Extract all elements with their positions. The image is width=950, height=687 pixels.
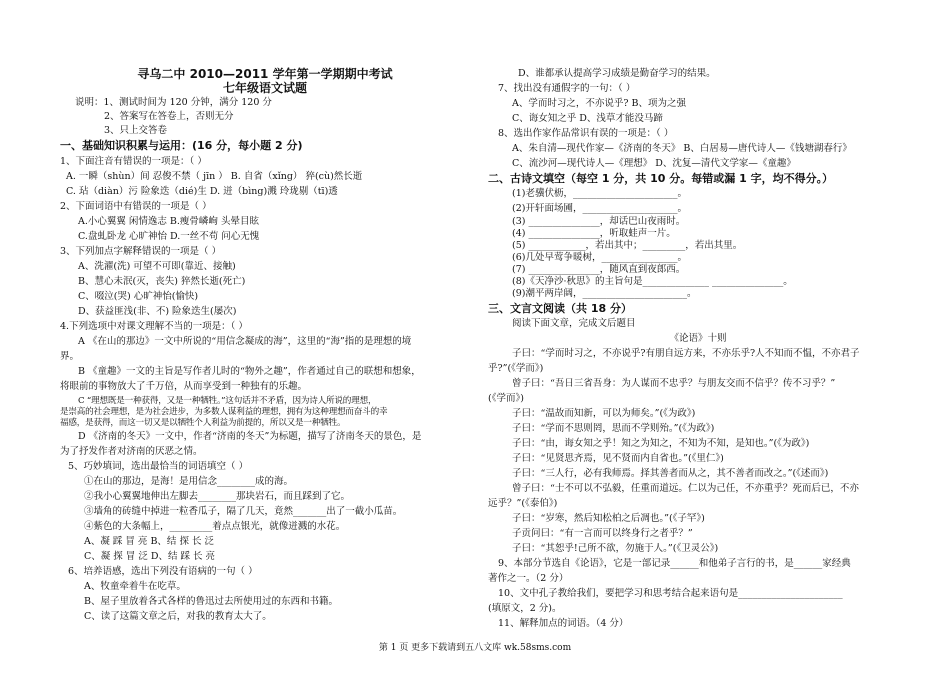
left-text-line: C、凝 探 冒 泛 D、结 踩 长 亮 xyxy=(84,551,216,562)
right-text-line: 二、古诗文填空（每空 1 分，共 10 分。每错或漏 1 字，均不得分。） xyxy=(488,172,834,185)
right-text-line: 8、选出作家作品常识有误的一项是：（ ） xyxy=(498,128,674,139)
left-text-line: 2、下面词语中有错误的一项是（ ） xyxy=(60,201,212,212)
left-text-line: 为了抒发作者对济南的厌恶之情。 xyxy=(60,446,203,457)
left-text-line: 七年级语文试题 xyxy=(222,81,307,95)
right-text-line: 子曰：“其恕乎!己所不欲，勿施于人。”(《卫灵公》) xyxy=(512,543,719,554)
right-text-line: (3) _______________，却话巴山夜雨时。 xyxy=(512,216,686,227)
left-text-line: 2、答案写在答卷上，否则无分 xyxy=(104,111,234,122)
left-text-line: A. 一瞬（shùn）间 忍俊不禁（ jīn ） B. 自省（xǐng） 猝(cù)然长逝 xyxy=(66,171,363,182)
right-text-line: 乎?”(《学而》) xyxy=(488,363,544,374)
left-text-line: 4.下列选项中对课文理解不当的一项是：（ ） xyxy=(60,321,248,332)
right-text-line: 三、文言文阅读（共 18 分） xyxy=(488,302,632,315)
right-text-line: 10、文中孔子教给我们，要把学习和思考结合起来语句是______________________ xyxy=(498,588,843,599)
right-text-line: (7) _______________，随风直到夜郎西。 xyxy=(512,264,686,275)
right-text-line: 子曰：“三人行，必有我师焉。择其善者而从之，其不善者而改之。”(《述而》) xyxy=(512,468,829,479)
right-text-line: D、谁都承认提高学习成绩是勤奋学习的结果。 xyxy=(518,68,716,79)
left-text-line: C.盘虬卧龙 心旷神怡 D.一丝不苟 问心无愧 xyxy=(78,231,260,242)
left-text-line: 3、只上交答卷 xyxy=(104,125,168,136)
left-text-line: A 《在山的那边》一文中所说的“用信念凝成的海”，这里的“海”指的是理想的境 xyxy=(78,336,412,347)
left-text-line: ②我小心翼翼地伸出左脚去________那块岩石，而且踩到了它。 xyxy=(84,491,351,502)
left-text-line: C、啜泣(哭) 心旷神怡(愉快) xyxy=(78,291,199,302)
right-text-line: C、流沙河—现代诗人—《理想》 D、沈复—清代文学家—《童趣》 xyxy=(512,158,796,169)
left-text-line: 是崇高的社会理想，是为社会进步，为多数人谋利益的理想，拥有为这种理想而奋斗的幸 xyxy=(60,407,388,417)
left-text-line: D 《济南的冬天》一文中，作者“济南的冬天”为标题，描写了济南冬天的景色，是 xyxy=(78,431,422,442)
left-text-line: 寻乌二中 2010—2011 学年第一学期期中考试 xyxy=(137,67,393,81)
right-text-line: 著作之一。（2 分） xyxy=(488,573,569,584)
right-text-line: 子曰：“温故而知新，可以为师矣。”(《为政》) xyxy=(512,408,696,419)
right-text-line: 子曰：“学而时习之，不亦说乎?有朋自远方来，不亦乐乎?人不知而不愠，不亦君子 xyxy=(512,348,860,359)
left-text-line: B、屋子里放着各式各样的鲁迅过去所使用过的东西和书籍。 xyxy=(84,596,338,607)
left-text-line: ③墙角的砖缝中掉进一粒香瓜子，隔了几天，竟然_______出了一截小瓜苗。 xyxy=(84,506,403,517)
right-text-line: 子曰：“见贤思齐焉，见不贤而内自省也。”(《里仁》) xyxy=(512,453,724,464)
left-text-line: A.小心翼翼 闲情逸志 B.瘦骨嶙峋 头晕目眩 xyxy=(78,216,259,227)
right-text-line: 子贡问曰：“有一言而可以终身行之者乎？” xyxy=(512,528,693,539)
right-text-line: 曾子曰：“吾日三省吾身：为人谋而不忠乎？与朋友交而不信乎？传不习乎？” xyxy=(512,378,836,389)
left-text-line: B 《童趣》一文的主旨是写作者儿时的“物外之趣”，作者通过自己的联想和想象， xyxy=(78,366,421,377)
right-text-line: A、朱自清—现代作家—《济南的冬天》 B、白居易—唐代诗人—《钱塘湖春行》 xyxy=(512,143,852,154)
left-text-line: C “理想既是一种获得，又是一种牺牲。”这句话并不矛盾，因为诗人所说的理想， xyxy=(78,396,377,406)
right-text-line: (《学而》) xyxy=(488,393,524,404)
right-text-line: (2)开轩面场圃，____________________。 xyxy=(512,203,687,214)
right-text-line: (5) ____________，若出其中；_________，若出其里。 xyxy=(512,240,743,251)
right-text-line: 《论语》十则 xyxy=(669,333,727,344)
right-text-line: 阅读下面文章，完成文后题目 xyxy=(512,318,636,329)
right-text-line: A、学而时习之，不亦说乎? B、项为之强 xyxy=(512,98,686,109)
right-text-line: 11、解释加点的词语。（4 分） xyxy=(498,618,629,629)
left-text-line: ④紫色的大条幅上，_________着点点银光，就像迸溅的水花。 xyxy=(84,521,346,532)
left-text-line: 说明：1、测试时间为 120 分钟，满分 120 分 xyxy=(75,97,272,108)
left-text-line: A、洗濯(洗) 可望不可即(靠近、接触) xyxy=(78,261,236,272)
left-text-line: A、凝 踩 冒 亮 B、结 探 长 泛 xyxy=(84,536,214,547)
right-text-line: C、诲女知之乎 D、浅草才能没马蹄 xyxy=(512,113,663,124)
right-text-line: (4) _______________，听取蛙声一片。 xyxy=(512,228,676,239)
left-text-line: 1、下面注音有错误的一项是：（ ） xyxy=(60,156,207,167)
left-text-line: C. 玷（diàn）污 险象迭（dié)生 D. 迸（bìng)溅 玲珑剔（tī)透 xyxy=(66,186,338,197)
right-text-line: (填原文，2 分)。 xyxy=(488,603,562,614)
right-text-line: (1)老骥伏枥，______________________。 xyxy=(512,188,687,199)
right-text-line: 曾子曰：“士不可以不弘毅，任重而道远。仁以为己任，不亦重乎？死而后已，不亦 xyxy=(512,483,859,494)
left-text-line: 3、下列加点字解释错误的一项是（ ） xyxy=(60,246,222,257)
right-text-line: 子曰：“学而不思则罔，思而不学则殆。”(《为政》) xyxy=(512,423,715,434)
left-text-line: C、读了这篇文章之后，对我的教育太大了。 xyxy=(84,611,272,622)
right-text-line: (6)几处早莺争暖树，________________。 xyxy=(512,252,687,263)
right-text-line: (8)《天净沙·秋思》的主旨句是______________ _______________。 xyxy=(512,276,793,287)
left-text-line: A、牧童牵着牛在吃草。 xyxy=(84,581,186,592)
left-text-line: 一、基础知识积累与运用：(16 分，每小题 2 分) xyxy=(60,139,303,152)
left-text-line: 福感，是获得，而这一切又是以牺牲个人利益为前提的，所以又是一种牺牲。 xyxy=(60,418,346,428)
left-text-line: B、慧心未泯(灭，丧失) 猝然长逝(死亡) xyxy=(78,276,246,287)
left-text-line: 5、巧妙填词，选出最恰当的词语填空（ ） xyxy=(68,461,249,472)
right-text-line: 9、本部分节选自《论语》，它是一部记录______和他弟子言行的书，是______家经典 xyxy=(498,558,851,569)
left-text-line: 将眼前的事物放大了千万倍，从而享受到一种独有的乐趣。 xyxy=(60,381,308,392)
right-text-line: (9)潮平两岸阔，______________________。 xyxy=(512,288,697,299)
right-text-line: 7、找出没有通假字的一句：（ ） xyxy=(498,83,636,94)
right-text-line: 远乎？”(《泰伯》) xyxy=(488,498,558,509)
left-text-line: D、获益匪浅(非、不) 险象迭生(屡次) xyxy=(78,306,237,317)
right-text-line: 子曰：“由，诲女知之乎！知之为知之，不知为不知，是知也。”(《为政》) xyxy=(512,438,810,449)
right-text-line: 子曰：“岁寒，然后知松柏之后凋也。”(《子罕》) xyxy=(512,513,705,524)
left-text-line: 界。 xyxy=(60,351,80,362)
page-footer: 第 1 页 更多下载请到五八文库 wk.58sms.com xyxy=(378,643,572,653)
left-text-line: ①在山的那边，是海！是用信念________成的海。 xyxy=(84,476,294,487)
left-text-line: 6、培养语感，选出下列没有语病的一句（ ） xyxy=(68,566,258,577)
